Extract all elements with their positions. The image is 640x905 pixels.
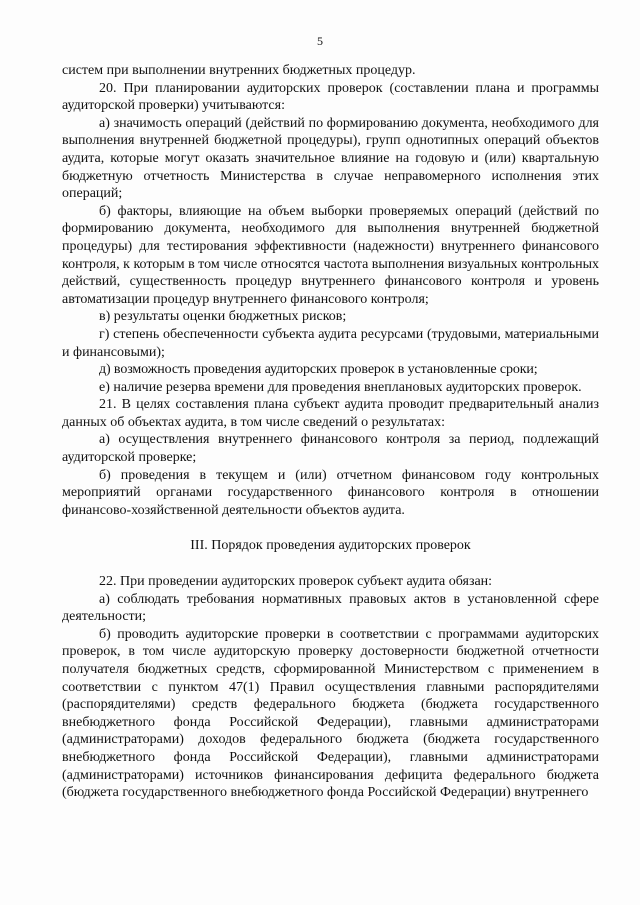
paragraph-20: 20. При планировании аудиторских проверок (составлении плана и программы аудиторской проверки) учитываются: [62, 80, 599, 114]
section-title: III. Порядок проведения аудиторских проверок [190, 538, 471, 554]
paragraph-22-b: б) проводить аудиторские проверки в соответствии с программами аудиторских проверок, в том числе аудиторскую проверку достоверности бюджетной отчетности получателя бюджетных средств, сформированной Министерством с применением в соответствии с пунктом 47(1) Правил осуществления главными распорядителями (распорядителями) средств федерального бюджета (бюджета государственного внебюджетного фонда Российской Федерации), главными администраторами (администраторами) доходов федерального бюджета (бюджета государственного внебюджетного фонда Российской Федерации), главными администраторами (администраторами) источников финансирования дефицита федерального бюджета (бюджета государственного внебюджетного фонда Российской Федерации) внутреннего [62, 626, 599, 801]
paragraph-21-b: б) проведения в текущем и (или) отчетном финансовом году контрольных мероприятий органами государственного финансового контроля в отношении финансово-хозяйственной деятельности объектов аудита. [62, 467, 599, 518]
paragraph-22-a: а) соблюдать требования нормативных правовых актов в установленной сфере деятельности; [62, 591, 599, 625]
paragraph-21-a: а) осуществления внутреннего финансового контроля за период, подлежащий аудиторской проверке; [62, 432, 599, 466]
paragraph-20-d: д) возможность проведения аудиторских проверок в установленные сроки; [99, 362, 538, 378]
paragraph-20-g: г) степень обеспеченности субъекта аудита ресурсами (трудовыми, материальными и финансовыми); [62, 326, 599, 360]
paragraph-20-e: е) наличие резерва времени для проведения внеплановых аудиторских проверок. [99, 379, 582, 395]
paragraph-21: 21. В целях составления плана субъект аудита проводит предварительный анализ данных об объектах аудита, в том числе сведений о результатах: [62, 397, 599, 430]
document-body [62, 62, 599, 802]
paragraph-20-v: в) результаты оценки бюджетных рисков; [99, 309, 347, 325]
paragraph-continuation: систем при выполнении внутренних бюджетных процедур. [62, 63, 416, 78]
paragraph-20-a: а) значимость операций (действий по формированию документа, необходимого для выполнения внутренней бюджетной процедуры), групп однотипных операций объектов аудита, которые могут оказать значительное влияние на годовую и (или) квартальную бюджетную отчетность Министерства в случае неправомерного исполнения этих операций; [62, 115, 599, 202]
paragraph-22: 22. При проведении аудиторских проверок субъект аудита обязан: [99, 574, 493, 590]
paragraph-20-b: б) факторы, влияющие на объем выборки проверяемых операций (действий по формированию документа, необходимого для выполнения внутренней бюджетной процедуры) для тестирования эффективности (надежности) внутреннего финансового контроля, к которым в том числе относятся частота выполнения визуальных контрольных действий, существенность процедур внутреннего финансового контроля и уровень автоматизации процедур внутреннего финансового контроля; [62, 203, 599, 307]
page-number: 5 [317, 34, 323, 48]
